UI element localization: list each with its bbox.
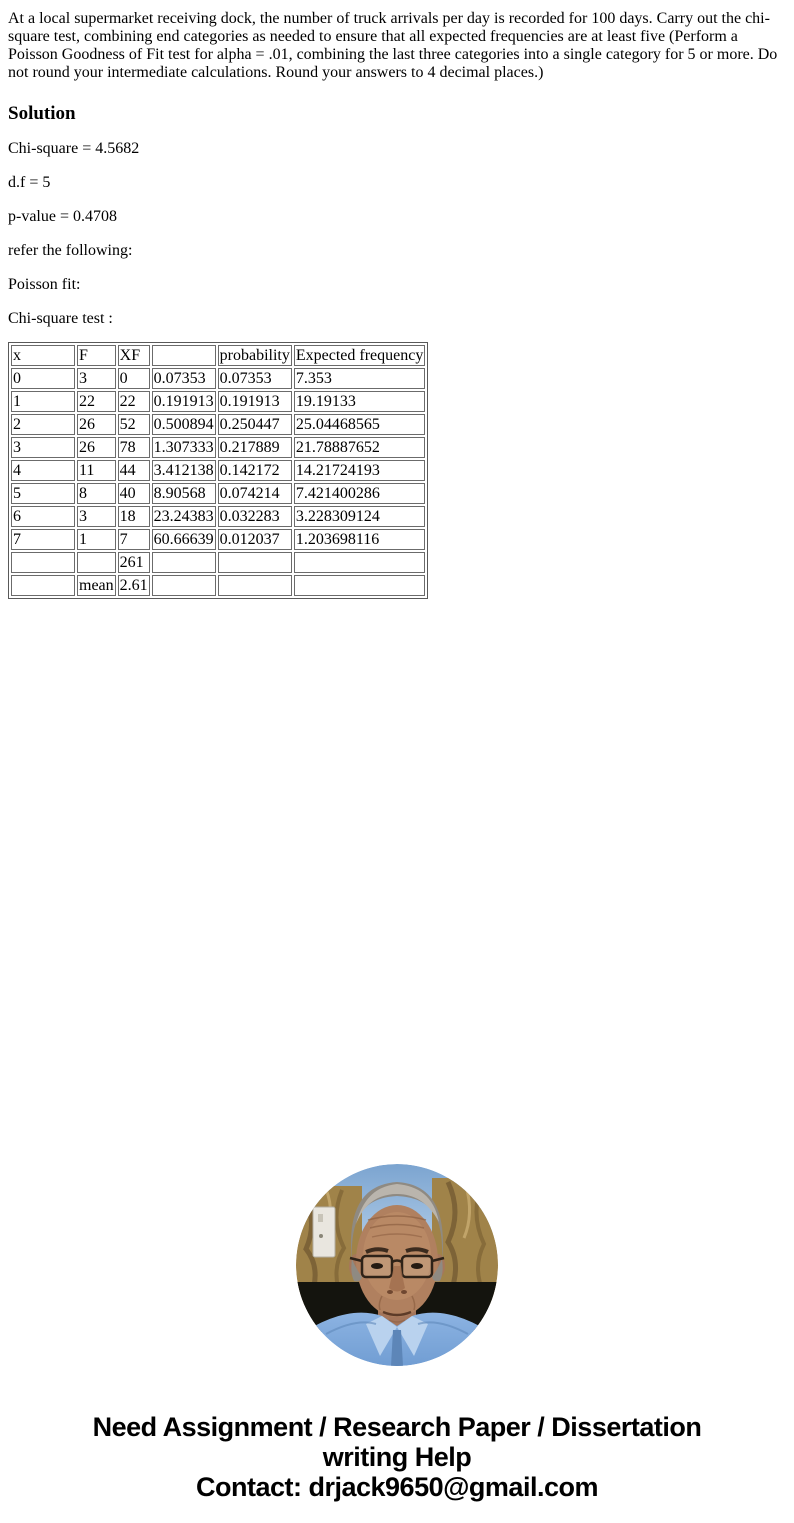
table-cell: 0.191913 bbox=[153, 393, 214, 410]
table-cell: 7.421400286 bbox=[294, 483, 425, 504]
solution-heading: Solution bbox=[8, 103, 76, 124]
table-cell: 0.07353 bbox=[152, 368, 216, 389]
table-row bbox=[11, 552, 425, 573]
poisson-fit-label: Poisson fit: bbox=[8, 276, 81, 293]
chi-square-result: Chi-square = 4.5682 bbox=[8, 140, 140, 157]
table-cell bbox=[152, 575, 216, 596]
table-cell: Expected frequency bbox=[295, 347, 424, 364]
table-cell: F bbox=[77, 345, 116, 366]
table-cell: 3 bbox=[77, 506, 116, 527]
table-cell: 26 bbox=[77, 437, 116, 458]
table-cell: 261 bbox=[118, 552, 150, 573]
table-cell: 7 bbox=[118, 529, 150, 550]
table-cell: 5 bbox=[11, 483, 75, 504]
table-cell: probability bbox=[219, 347, 290, 364]
table-cell: 8 bbox=[77, 483, 116, 504]
promo-line-2: writing Help bbox=[322, 1442, 472, 1472]
table-cell bbox=[11, 575, 75, 596]
table-cell bbox=[294, 552, 425, 573]
table-cell: 7 bbox=[11, 529, 75, 550]
table-row bbox=[11, 414, 425, 435]
portrait-illustration bbox=[296, 1164, 498, 1366]
table-cell: 18 bbox=[118, 506, 150, 527]
table-cell: 2 bbox=[11, 414, 75, 435]
table-cell: 3 bbox=[11, 437, 75, 458]
table-cell: 0.250447 bbox=[218, 414, 292, 435]
table-cell: 26 bbox=[77, 414, 116, 435]
table-row bbox=[11, 575, 425, 596]
avatar-section bbox=[8, 1164, 786, 1366]
table-cell: 22 bbox=[118, 391, 150, 412]
table-row bbox=[11, 368, 425, 389]
table-cell: 3 bbox=[77, 368, 116, 389]
table-cell bbox=[77, 552, 116, 573]
table-cell: 40 bbox=[118, 483, 150, 504]
table-cell: 78 bbox=[118, 437, 150, 458]
table-cell: 0.142172 bbox=[218, 460, 292, 481]
table-cell: 44 bbox=[118, 460, 150, 481]
poisson-table-body bbox=[11, 345, 425, 596]
table-cell: 23.24383 bbox=[153, 508, 214, 525]
chi-square-test-label: Chi-square test : bbox=[8, 310, 113, 327]
table-row bbox=[11, 483, 425, 504]
table-cell: 7.353 bbox=[294, 368, 425, 389]
table-cell: 11 bbox=[77, 460, 116, 481]
table-cell: 0.191913 bbox=[218, 391, 292, 412]
table-cell: 8.90568 bbox=[152, 483, 216, 504]
table-cell: x bbox=[11, 345, 75, 366]
table-cell bbox=[152, 552, 216, 573]
table-header-row bbox=[11, 345, 425, 366]
table-cell: XF bbox=[118, 345, 150, 366]
contact-email: Contact: drjack9650@gmail.com bbox=[196, 1472, 598, 1502]
table-cell: 19.19133 bbox=[294, 391, 425, 412]
table-cell: 0.07353 bbox=[218, 368, 292, 389]
refer-note: refer the following: bbox=[8, 242, 133, 259]
promo-line-1: Need Assignment / Research Paper / Dissertation bbox=[92, 1412, 702, 1442]
table-cell: 0.012037 bbox=[218, 529, 292, 550]
table-cell: 2.61 bbox=[119, 577, 148, 594]
table-cell: 4 bbox=[11, 460, 75, 481]
table-cell bbox=[11, 552, 75, 573]
table-cell: 21.78887652 bbox=[294, 437, 425, 458]
table-cell: 25.04468565 bbox=[294, 414, 425, 435]
table-cell: 1.307333 bbox=[153, 439, 214, 456]
table-cell: 1 bbox=[11, 391, 75, 412]
table-cell: 0.032283 bbox=[218, 506, 292, 527]
df-result: d.f = 5 bbox=[8, 174, 51, 191]
table-cell: 1 bbox=[77, 529, 116, 550]
table-cell: 0 bbox=[118, 368, 150, 389]
table-cell bbox=[294, 575, 425, 596]
table-row bbox=[11, 460, 425, 481]
table-cell bbox=[152, 345, 216, 366]
table-cell: 52 bbox=[118, 414, 150, 435]
table-cell: 1.203698116 bbox=[294, 529, 425, 550]
table-row bbox=[11, 437, 425, 458]
table-cell: 0.074214 bbox=[218, 483, 292, 504]
promo-footer bbox=[8, 1412, 786, 1502]
table-row bbox=[11, 529, 425, 550]
table-cell: 14.21724193 bbox=[294, 460, 425, 481]
table-row bbox=[11, 506, 425, 527]
table-cell: 0.500894 bbox=[153, 416, 214, 433]
table-cell: mean bbox=[79, 577, 114, 594]
table-cell: 0 bbox=[11, 368, 75, 389]
table-cell: 22 bbox=[77, 391, 116, 412]
tutor-portrait-photo bbox=[296, 1164, 498, 1366]
table-cell: 60.66639 bbox=[153, 531, 214, 548]
table-row bbox=[11, 391, 425, 412]
p-value-result: p-value = 0.4708 bbox=[8, 208, 117, 225]
table-cell: 6 bbox=[11, 506, 75, 527]
poisson-fit-table bbox=[8, 342, 428, 599]
question-text: At a local supermarket receiving dock, the number of truck arrivals per day is recorded for 100 days. Carry out the chi-square test, combining end categories as needed to ensure that all expected frequencies are at least five (Perform a Poisson Goodness of Fit test for alpha = .01, combining the last three categories into a single category for 5 or more. Do not round your intermediate calculations. Round your answers to 4 decimal places.) bbox=[8, 10, 778, 81]
table-cell bbox=[218, 575, 292, 596]
table-cell bbox=[218, 552, 292, 573]
table-cell: 0.217889 bbox=[218, 437, 292, 458]
table-cell: 3.228309124 bbox=[294, 506, 425, 527]
table-cell: 3.412138 bbox=[153, 462, 214, 479]
